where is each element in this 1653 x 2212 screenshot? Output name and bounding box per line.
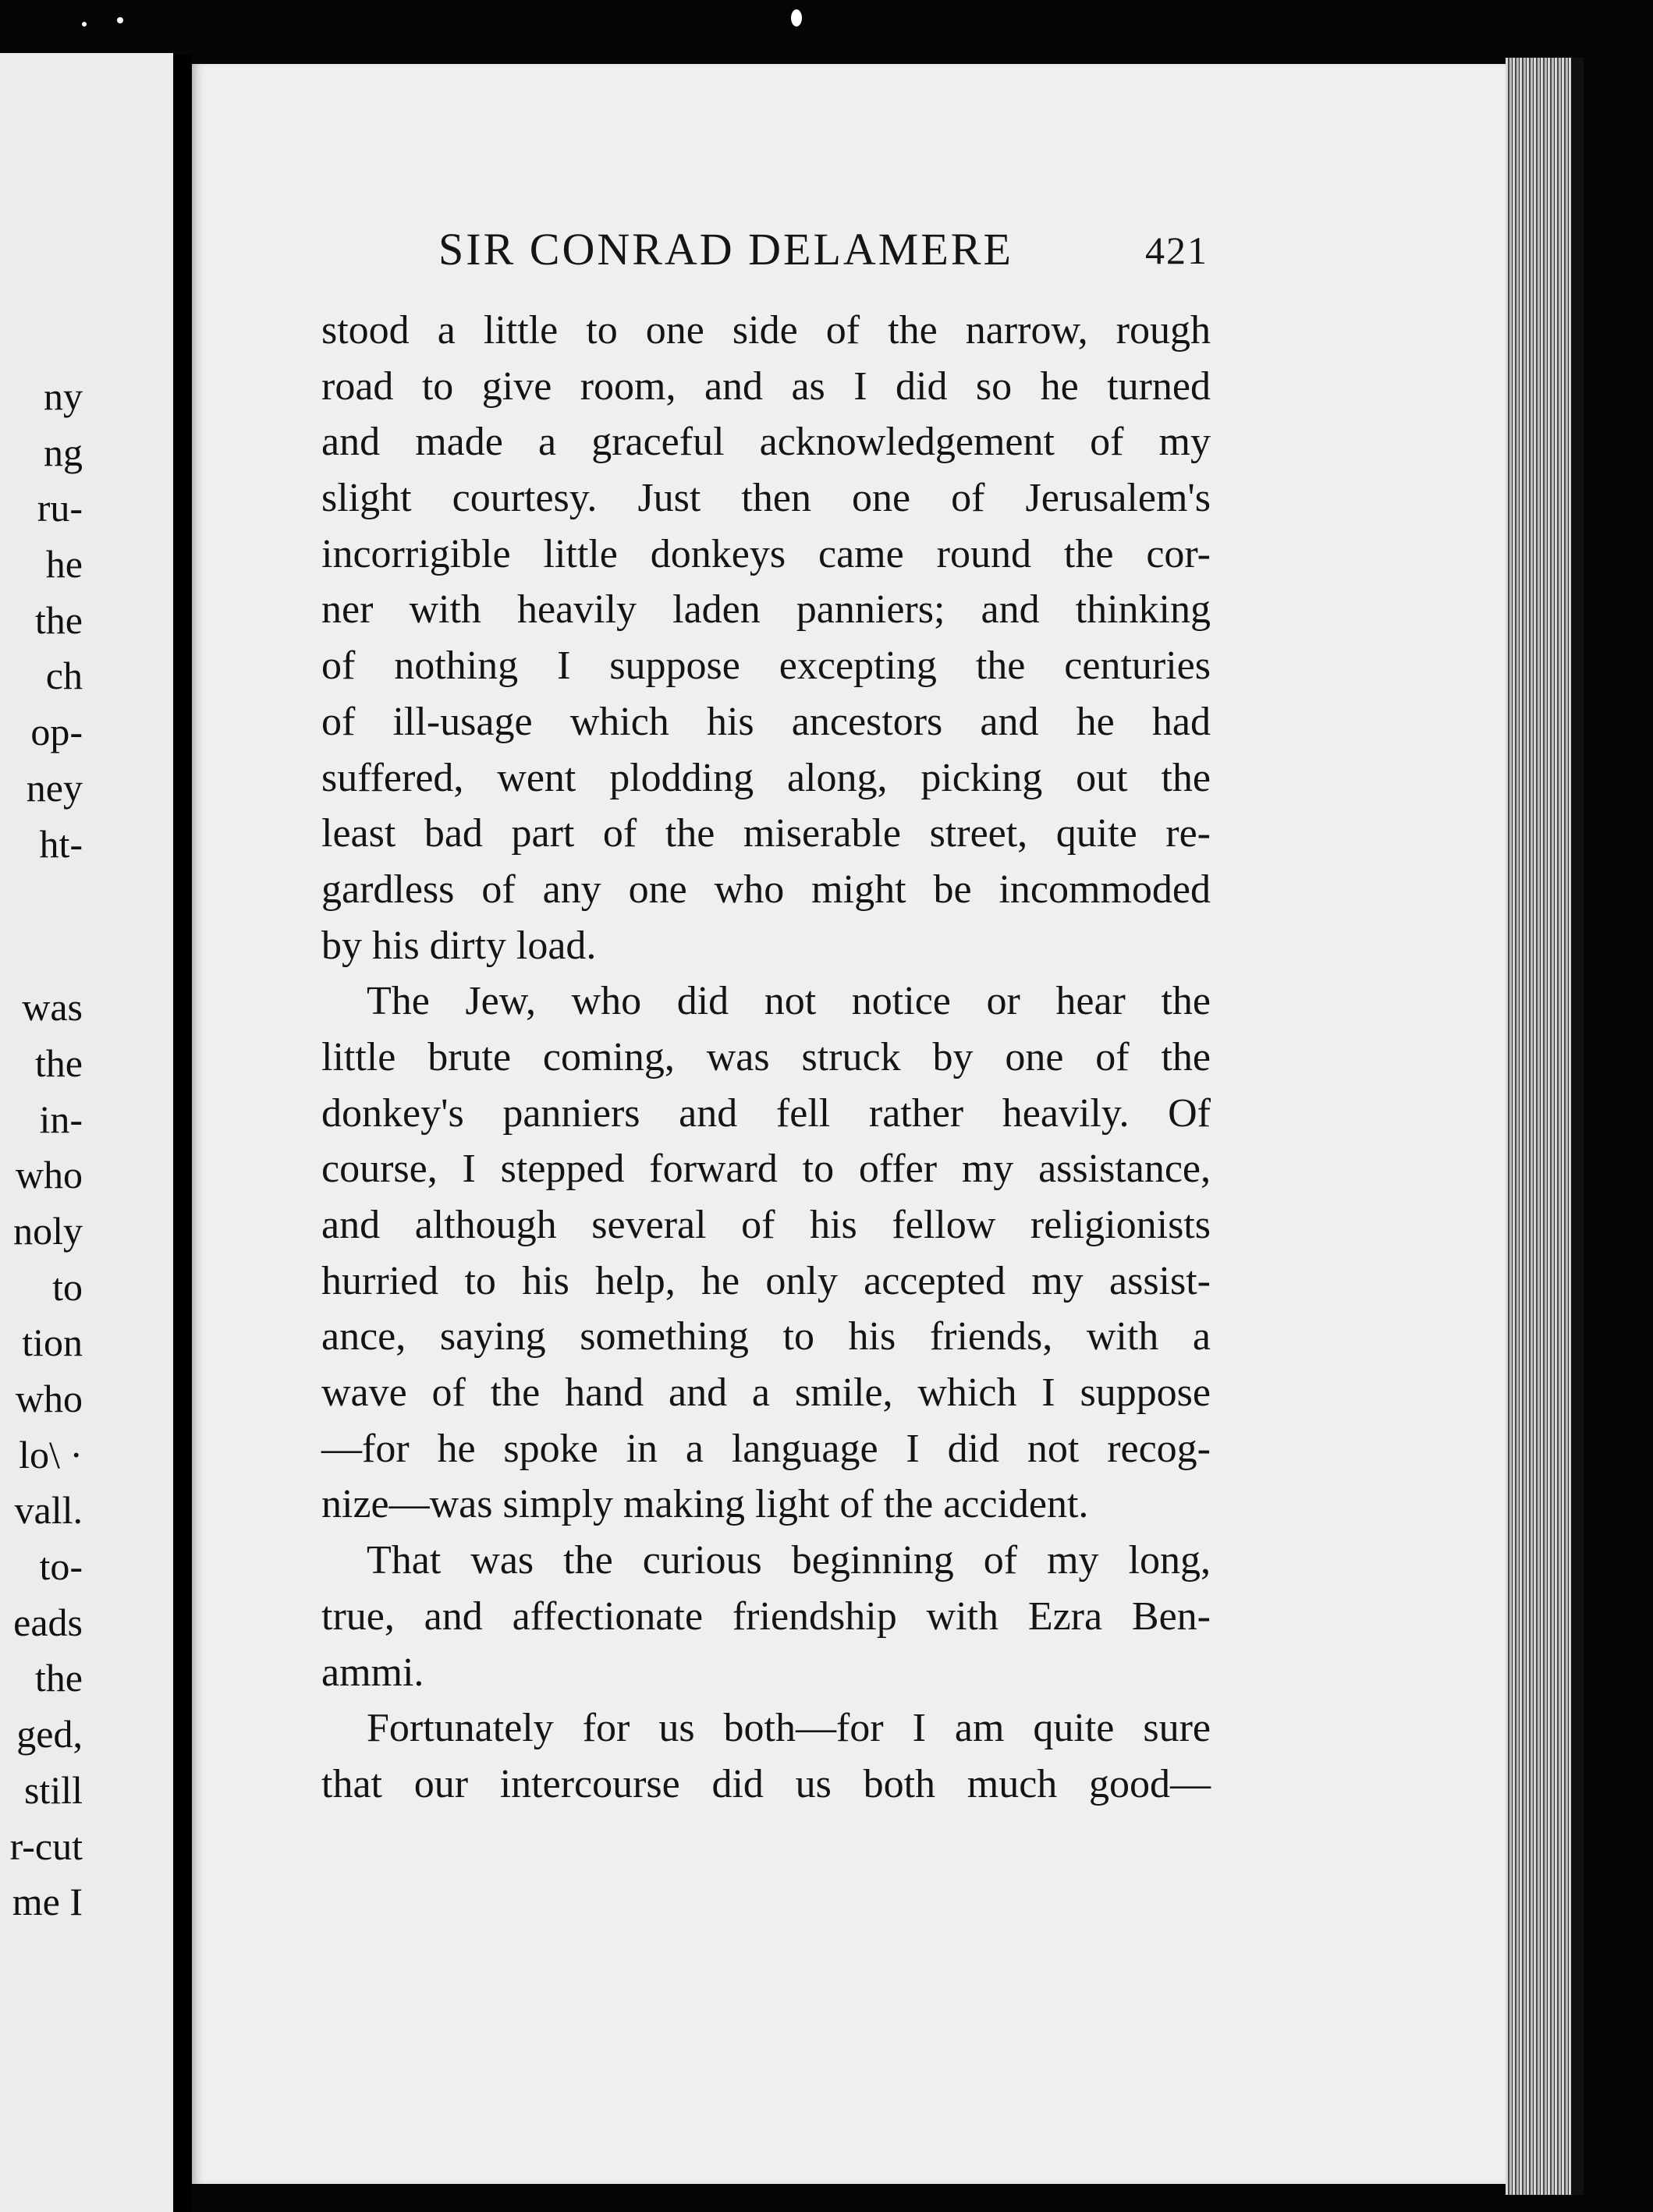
text-line: and although several of his fellow religionists <box>321 1203 1211 1247</box>
left-line: op- <box>30 710 83 754</box>
left-line: the <box>34 597 83 642</box>
scan-speck <box>117 17 123 23</box>
left-line: noly <box>13 1208 83 1253</box>
left-line: to <box>52 1264 83 1309</box>
text-line: ance, saying something to his friends, with a <box>321 1314 1211 1359</box>
left-line: ged, <box>16 1712 83 1756</box>
left-line: in- <box>39 1097 83 1141</box>
left-line: who <box>15 1377 83 1420</box>
left-line: still <box>23 1767 83 1812</box>
text-line: gardless of any one who might be incommoded <box>321 867 1211 912</box>
text-line: ner with heavily laden panniers; and thinking <box>321 587 1211 633</box>
text-line: by his dirty load. <box>321 923 597 968</box>
text-line: little brute coming, was struck by one of the <box>321 1034 1211 1079</box>
left-line: was <box>22 985 83 1030</box>
text-line: hurried to his help, he only accepted my assist- <box>321 1258 1211 1303</box>
left-line: the <box>34 1656 83 1700</box>
text-line: of ill-usage which his ancestors and he had <box>321 699 1211 744</box>
text-line: —for he spoke in a language I did not recog- <box>321 1426 1211 1471</box>
text-line: road to give room, and as I did so he turned <box>321 363 1211 409</box>
left-page-fragment <box>0 53 173 2212</box>
book-gutter <box>173 55 192 2212</box>
scan-speck <box>82 22 87 27</box>
text-line: and made a graceful acknowledgement of my <box>321 420 1211 465</box>
left-line: ny <box>44 374 83 418</box>
text-line: The Jew, who did not notice or hear the <box>367 979 1211 1024</box>
left-line: eads <box>13 1600 83 1644</box>
left-line: lo\ · <box>19 1432 83 1476</box>
text-line: wave of the hand and a smile, which I suppose <box>321 1370 1211 1416</box>
left-line: tion <box>22 1320 83 1365</box>
page-edge-stack <box>1506 58 1584 2195</box>
text-line: nize—was simply making light of the accident. <box>321 1482 1089 1527</box>
text-line: That was the curious beginning of my long, <box>367 1538 1211 1583</box>
left-line: who <box>15 1153 83 1197</box>
running-head: SIR CONRAD DELAMERE <box>438 224 1013 275</box>
left-line: he <box>45 542 83 587</box>
page-number: 421 <box>1145 229 1208 272</box>
left-line: ney <box>26 765 83 810</box>
left-page-lines <box>0 369 173 1930</box>
body-text <box>321 303 1211 1813</box>
text-line: ammi. <box>321 1650 424 1695</box>
left-line: the <box>34 1040 83 1085</box>
left-line: ng <box>44 430 83 474</box>
text-line: suffered, went plodding along, picking out the <box>321 755 1211 800</box>
text-line: true, and affectionate friendship with Ezra Ben- <box>321 1593 1211 1639</box>
scan-speck <box>791 9 802 27</box>
left-line: vall. <box>14 1488 83 1533</box>
text-line: stood a little to one side of the narrow, rough <box>321 308 1211 353</box>
left-line: me I <box>12 1880 83 1924</box>
left-line-gap <box>0 872 173 980</box>
text-line: donkey's panniers and fell rather heavily. Of <box>321 1090 1211 1136</box>
text-line: that our intercourse did us both much good— <box>321 1761 1211 1806</box>
text-line: course, I stepped forward to offer my assistance, <box>321 1147 1211 1192</box>
left-line: to- <box>39 1544 83 1589</box>
left-line: ru- <box>37 486 83 530</box>
left-line: ch <box>45 654 83 698</box>
text-line: incorrigible little donkeys came round the cor- <box>321 531 1211 576</box>
text-line: least bad part of the miserable street, quite re- <box>321 811 1211 856</box>
left-line: ht- <box>39 821 83 866</box>
text-line: of nothing I suppose excepting the centuries <box>321 643 1211 689</box>
left-line: r-cut <box>9 1824 83 1868</box>
text-line: slight courtesy. Just then one of Jerusalem's <box>321 476 1211 521</box>
text-line: Fortunately for us both—for I am quite sure <box>367 1706 1211 1751</box>
